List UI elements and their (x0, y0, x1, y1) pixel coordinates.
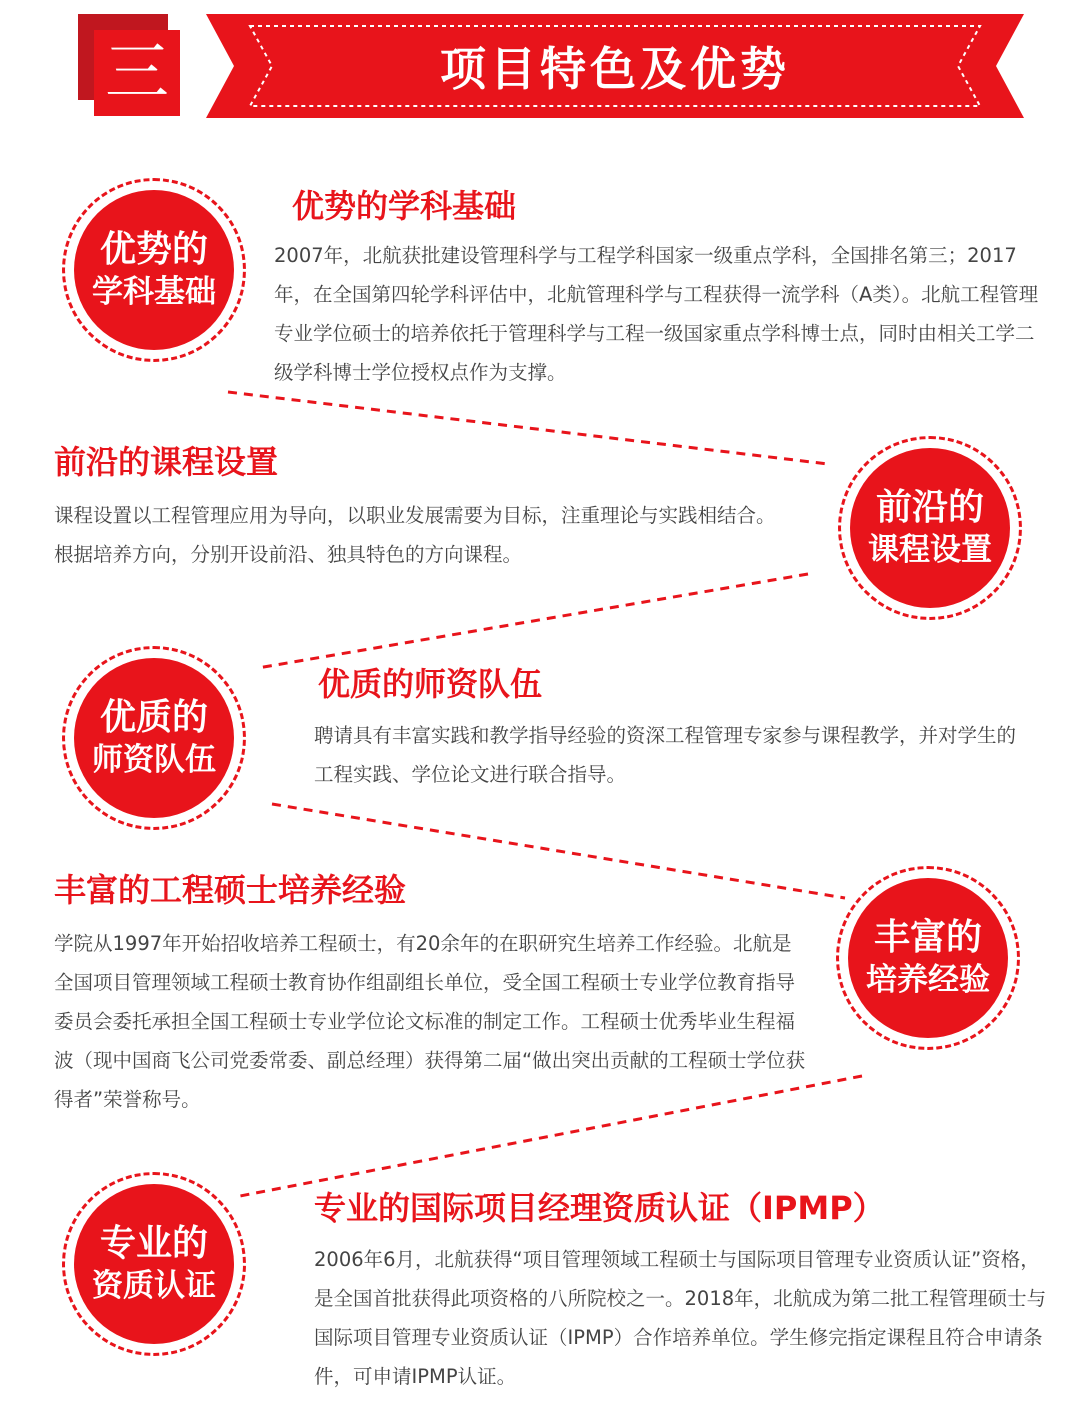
badge-line-2: 师资队伍 (92, 741, 216, 778)
badge-core (74, 658, 234, 818)
badge-faculty (62, 646, 246, 830)
badge-core (848, 878, 1008, 1038)
section-body: 2007年，北航获批建设管理科学与工程学科国家一级重点学科，全国排名第三；2017年，在全国第四轮学科评估中，北航管理科学与工程获得一流学科（A类）。北航工程管理专业学位硕士的培养依托于管理科学与工程一级国家重点学科博士点，同时由相关工学二级学科博士学位授权点作为支撑。 (274, 244, 1039, 384)
badge-training-experience (836, 866, 1020, 1050)
section-number: 三 (105, 36, 169, 110)
badge-line-1: 丰富的 (873, 916, 982, 958)
section-title: 丰富的工程硕士培养经验 (54, 871, 407, 909)
section-number-box (94, 30, 180, 116)
badge-line-2: 培养经验 (866, 961, 990, 998)
badge-line-1: 优质的 (99, 696, 208, 738)
connector-line (258, 574, 808, 668)
badge-core (74, 1184, 234, 1344)
page-title: 项目特色及优势 (440, 42, 790, 96)
section-title: 优质的师资队伍 (318, 665, 543, 703)
badge-curriculum (838, 436, 1022, 620)
badge-line-2: 课程设置 (868, 531, 992, 568)
badge-line-1: 前沿的 (875, 486, 984, 528)
section-body: 2006年6月，北航获得“项目管理领域工程硕士与国际项目管理专业资质认证”资格，是全国首批获得此项资格的八所院校之一。2018年，北航成为第二批工程管理硕士与国际项目管理专业资质认证（IPMP）合作培养单位。学生修完指定课程且符合申请条件，可申请IPMP认证。 (314, 1248, 1047, 1388)
badge-subject-foundation (62, 178, 246, 362)
connector-line (228, 392, 828, 464)
section-title: 前沿的课程设置 (54, 443, 279, 481)
section-body: 课程设置以工程管理应用为导向，以职业发展需要为目标，注重理论与实践相结合。根据培养方向，分别开设前沿、独具特色的方向课程。 (54, 504, 776, 566)
section-body: 学院从1997年开始招收培养工程硕士，有20余年的在职研究生培养工作经验。北航是全国项目管理领域工程硕士教育协作组副组长单位，受全国工程硕士专业学位教育指导委员会委托承担全国工程硕士专业学位论文标准的制定工作。工程硕士优秀毕业生程福波（现中国商飞公司党委常委、副总经理）获得第二届“做出突出贡献的工程硕士学位获得者”荣誉称号。 (54, 932, 806, 1111)
badge-line-2: 学科基础 (92, 273, 216, 310)
badge-core (850, 448, 1010, 608)
section-title: 优势的学科基础 (292, 187, 517, 225)
section-body: 聘请具有丰富实践和教学指导经验的资深工程管理专家参与课程教学，并对学生的工程实践、学位论文进行联合指导。 (314, 724, 1017, 786)
badge-core (74, 190, 234, 350)
badge-line-1: 专业的 (99, 1222, 208, 1264)
badge-line-2: 资质认证 (92, 1267, 216, 1304)
badge-certification (62, 1172, 246, 1356)
section-title: 专业的国际项目经理资质认证（IPMP） (314, 1189, 885, 1227)
badge-line-1: 优势的 (99, 228, 208, 270)
